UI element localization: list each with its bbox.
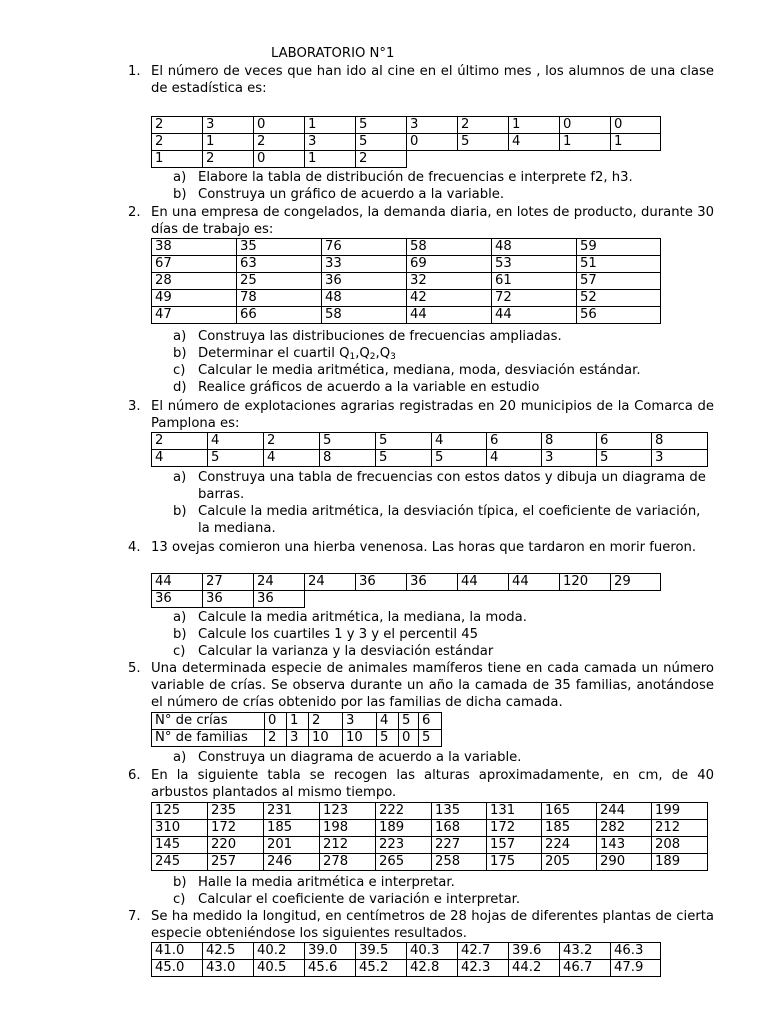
table-cell: 224 — [542, 837, 597, 854]
table-cell: 189 — [652, 854, 708, 871]
empty-cell — [458, 151, 509, 168]
sub-item-letter: a) — [173, 610, 187, 625]
table-cell: 36 — [152, 591, 203, 608]
table-cell: 36 — [356, 574, 407, 591]
question-text: El número de veces que han ido al cine en el último mes , los alumnos de una clase de estadística es: — [151, 64, 714, 96]
table-cell: 165 — [542, 803, 597, 820]
table-cell: 185 — [542, 820, 597, 837]
table-cell: 78 — [237, 290, 322, 307]
sub-item — [173, 469, 714, 503]
table-cell: 8 — [652, 433, 708, 450]
table-cell: 8 — [542, 433, 597, 450]
table-cell: 1 — [203, 134, 254, 151]
table-cell: 189 — [376, 820, 432, 837]
table-cell: 32 — [407, 273, 492, 290]
table-cell: 40.2 — [254, 943, 305, 960]
table-row — [152, 117, 661, 134]
table-row — [152, 151, 661, 168]
data-table-2 — [151, 238, 661, 324]
table-cell: 220 — [208, 837, 264, 854]
sub-item-text: Calcule la media aritmética, la mediana, la moda. — [198, 610, 527, 625]
empty-cell — [305, 591, 356, 608]
table-cell: 10 — [343, 730, 377, 747]
sub-item-text: Calcular la varianza y la desviación estándar — [198, 644, 494, 659]
table-cell: 143 — [597, 837, 652, 854]
table-cell: 5 — [458, 134, 509, 151]
table-row — [152, 713, 442, 730]
empty-cell — [356, 591, 407, 608]
table-row — [152, 591, 661, 608]
table-cell: 56 — [577, 307, 661, 324]
table-cell: 42.3 — [458, 960, 509, 977]
table-cell: 45.2 — [356, 960, 407, 977]
question-2 — [128, 204, 714, 238]
empty-cell — [509, 591, 560, 608]
table-cell: 5 — [376, 433, 432, 450]
table-cell: 258 — [432, 854, 487, 871]
empty-cell — [458, 591, 509, 608]
table-cell: 235 — [208, 803, 264, 820]
table-cell: 3 — [407, 117, 458, 134]
sub-item-text: Construya una tabla de frecuencias con estos datos y dibuja un diagrama de barras. — [198, 470, 706, 502]
table-cell: 29 — [611, 574, 661, 591]
document-title: LABORATORIO N°1 — [271, 46, 395, 61]
table-cell: 227 — [432, 837, 487, 854]
sub-item-letter: b) — [173, 627, 187, 642]
sub-item-letter: d) — [173, 380, 187, 395]
question-6 — [128, 767, 714, 801]
table-cell: 5 — [356, 134, 407, 151]
table-row — [152, 574, 661, 591]
table-cell: 231 — [264, 803, 320, 820]
table-cell: 172 — [487, 820, 542, 837]
table-cell: 135 — [432, 803, 487, 820]
table-cell: 35 — [237, 239, 322, 256]
question-number: 6. — [128, 768, 141, 783]
sub-item-letter: c) — [173, 363, 186, 378]
table-cell: 48 — [322, 290, 407, 307]
table-cell: 157 — [487, 837, 542, 854]
table-cell: 6 — [487, 433, 542, 450]
table-cell: 36 — [322, 273, 407, 290]
table-cell: 44 — [492, 307, 577, 324]
table-cell: 4 — [264, 450, 320, 467]
table-cell: 3 — [542, 450, 597, 467]
table-cell: 5 — [376, 450, 432, 467]
table-cell: 131 — [487, 803, 542, 820]
table-cell: 33 — [322, 256, 407, 273]
table-cell: 172 — [208, 820, 264, 837]
sub-item-text: Calcule los cuartiles 1 y 3 y el percentil 45 — [198, 627, 479, 642]
table-cell: 42.7 — [458, 943, 509, 960]
table-cell: 2 — [152, 433, 208, 450]
question-3-items — [173, 469, 714, 537]
table-cell: 0 — [399, 730, 419, 747]
question-5-items — [173, 749, 714, 766]
table-cell: 5 — [320, 433, 376, 450]
table-cell: 5 — [208, 450, 264, 467]
table-cell: 27 — [203, 574, 254, 591]
table-cell: 42.5 — [203, 943, 254, 960]
sub-item-letter: a) — [173, 470, 187, 485]
table-cell: 41.0 — [152, 943, 203, 960]
question-4 — [128, 539, 714, 556]
table-cell: 39.5 — [356, 943, 407, 960]
table-cell: 208 — [652, 837, 708, 854]
table-cell: 310 — [152, 820, 208, 837]
table-row — [152, 290, 661, 307]
table-row — [152, 730, 442, 747]
question-text: En una empresa de congelados, la demanda diaria, en lotes de producto, durante 30 días de trabajo es: — [151, 205, 714, 237]
sub-item — [173, 362, 714, 379]
sub-item-text: Realice gráficos de acuerdo a la variable en estudio — [198, 380, 540, 395]
table-cell: 24 — [305, 574, 356, 591]
table-row — [152, 307, 661, 324]
table-cell: 246 — [264, 854, 320, 871]
table-cell: 47.9 — [611, 960, 661, 977]
table-cell: 222 — [376, 803, 432, 820]
table-row — [152, 450, 708, 467]
table-cell: 61 — [492, 273, 577, 290]
question-7 — [128, 908, 714, 942]
sub-item-text: Construya un gráfico de acuerdo a la variable. — [198, 187, 505, 202]
data-table-1 — [151, 116, 661, 168]
question-text: Una determinada especie de animales mamíferos tiene en cada camada un número variable de crías. Se observa durante un año la camada de 35 familias, anotándose el número de crías obtenido por las familias de dicha camada. — [151, 661, 714, 710]
question-5 — [128, 660, 714, 711]
table-cell: 3 — [652, 450, 708, 467]
table-row — [152, 820, 708, 837]
table-row — [152, 256, 661, 273]
sub-item — [173, 169, 714, 186]
table-cell: 3 — [305, 134, 356, 151]
sub-item — [173, 503, 714, 537]
sub-item-text: Construya las distribuciones de frecuencias ampliadas. — [198, 329, 562, 344]
table-cell: 1 — [560, 134, 611, 151]
table-cell: 45.6 — [305, 960, 356, 977]
sub-item-text: Construya un diagrama de acuerdo a la variable. — [198, 750, 522, 765]
table-cell: 125 — [152, 803, 208, 820]
question-number: 1. — [128, 64, 141, 79]
empty-cell — [407, 591, 458, 608]
table-row — [152, 273, 661, 290]
table-cell: 40.3 — [407, 943, 458, 960]
data-table-7 — [151, 942, 661, 977]
sub-item-letter: b) — [173, 346, 187, 361]
table-cell: 282 — [597, 820, 652, 837]
table-cell: 36 — [407, 574, 458, 591]
table-cell: 36 — [203, 591, 254, 608]
table-cell: 67 — [152, 256, 237, 273]
question-1 — [128, 63, 714, 97]
table-cell: 1 — [509, 117, 560, 134]
table-cell: 4 — [377, 713, 399, 730]
table-cell: 44 — [509, 574, 560, 591]
sub-item-letter: b) — [173, 875, 187, 890]
empty-cell — [611, 591, 661, 608]
table-cell: 49 — [152, 290, 237, 307]
table-cell: 42.8 — [407, 960, 458, 977]
table-cell: 2 — [264, 433, 320, 450]
table-cell: 0 — [254, 151, 305, 168]
table-cell: 63 — [237, 256, 322, 273]
table-cell: 57 — [577, 273, 661, 290]
empty-cell — [509, 151, 560, 168]
table-cell: 1 — [152, 151, 203, 168]
table-row — [152, 854, 708, 871]
table-cell: 175 — [487, 854, 542, 871]
sub-item — [173, 749, 714, 766]
question-number: 7. — [128, 909, 141, 924]
sub-item — [173, 379, 714, 396]
empty-cell — [560, 591, 611, 608]
table-cell: 123 — [320, 803, 376, 820]
table-cell: 223 — [376, 837, 432, 854]
table-cell: 5 — [419, 730, 442, 747]
sub-item-letter: b) — [173, 504, 187, 519]
question-number: 4. — [128, 540, 141, 555]
table-row — [152, 803, 708, 820]
sub-item-text: Halle la media aritmética e interpretar. — [198, 875, 455, 890]
table-cell: 5 — [377, 730, 399, 747]
table-row — [152, 943, 661, 960]
sub-item-text: Calcule la media aritmética, la desviación típica, el coeficiente de variación, la mediana. — [198, 504, 701, 536]
table-cell: 212 — [320, 837, 376, 854]
table-cell: N° de familias — [152, 730, 265, 747]
table-cell: 24 — [254, 574, 305, 591]
sub-item — [173, 874, 714, 891]
table-cell: 5 — [356, 117, 407, 134]
table-cell: 290 — [597, 854, 652, 871]
empty-cell — [560, 151, 611, 168]
sub-item-letter: a) — [173, 329, 187, 344]
table-cell: 6 — [419, 713, 442, 730]
table-cell: 2 — [203, 151, 254, 168]
sub-item — [173, 345, 714, 362]
table-cell: 28 — [152, 273, 237, 290]
table-cell: 245 — [152, 854, 208, 871]
table-cell: 244 — [597, 803, 652, 820]
table-row — [152, 433, 708, 450]
table-cell: 201 — [264, 837, 320, 854]
table-cell: 0 — [265, 713, 287, 730]
table-cell: 4 — [487, 450, 542, 467]
question-text: En la siguiente tabla se recogen las alturas aproximadamente, en cm, de 40 arbustos plantados al mismo tiempo. — [151, 768, 714, 800]
question-number: 5. — [128, 661, 141, 676]
table-cell: 5 — [399, 713, 419, 730]
table-cell: 4 — [432, 433, 487, 450]
sub-item-letter: b) — [173, 187, 187, 202]
table-cell: 44.2 — [509, 960, 560, 977]
table-cell: 45.0 — [152, 960, 203, 977]
sub-item-text: Determinar el cuartil — [198, 346, 340, 361]
table-cell: 38 — [152, 239, 237, 256]
table-cell: 51 — [577, 256, 661, 273]
table-cell: 2 — [458, 117, 509, 134]
table-cell: 120 — [560, 574, 611, 591]
sub-item — [173, 609, 714, 626]
table-cell: 66 — [237, 307, 322, 324]
table-cell: 185 — [264, 820, 320, 837]
table-cell: 1 — [611, 134, 661, 151]
question-number: 3. — [128, 399, 141, 414]
question-4-items — [173, 609, 714, 660]
table-cell: 40.5 — [254, 960, 305, 977]
question-2-items — [173, 328, 714, 396]
table-cell: 1 — [305, 151, 356, 168]
table-cell: 1 — [287, 713, 309, 730]
table-cell: 0 — [560, 117, 611, 134]
table-cell: 46.3 — [611, 943, 661, 960]
sub-item — [173, 186, 714, 203]
table-cell: 42 — [407, 290, 492, 307]
table-cell: 25 — [237, 273, 322, 290]
table-cell: 58 — [322, 307, 407, 324]
data-table-5 — [151, 712, 442, 747]
sub-item-text: Calcular le media aritmética, mediana, moda, desviación estándar. — [198, 363, 641, 378]
table-cell: 199 — [652, 803, 708, 820]
table-cell: 44 — [152, 574, 203, 591]
table-cell: 2 — [356, 151, 407, 168]
empty-cell — [611, 151, 661, 168]
question-text: Se ha medido la longitud, en centímetros de 28 hojas de diferentes plantas de cierta especie obteniéndose los siguientes resultados. — [151, 909, 714, 941]
table-cell: 43.2 — [560, 943, 611, 960]
table-cell: 46.7 — [560, 960, 611, 977]
table-cell: 3 — [203, 117, 254, 134]
question-text: 13 ovejas comieron una hierba venenosa. Las horas que tardaron en morir fueron. — [151, 540, 697, 555]
data-table-6 — [151, 802, 708, 871]
sub-item-letter: c) — [173, 644, 186, 659]
sub-item-letter: a) — [173, 750, 187, 765]
table-cell: 10 — [309, 730, 343, 747]
table-cell: 2 — [265, 730, 287, 747]
data-table-4 — [151, 573, 661, 608]
table-cell: 48 — [492, 239, 577, 256]
question-text: El número de explotaciones agrarias registradas en 20 municipios de la Comarca de Pamplona es: — [151, 399, 714, 431]
table-cell: 2 — [254, 134, 305, 151]
table-cell: 0 — [254, 117, 305, 134]
sub-item — [173, 328, 714, 345]
question-1-items — [173, 169, 714, 203]
table-cell: 39.0 — [305, 943, 356, 960]
table-cell: 3 — [287, 730, 309, 747]
table-cell: 278 — [320, 854, 376, 871]
table-cell: 58 — [407, 239, 492, 256]
table-cell: 3 — [343, 713, 377, 730]
table-cell: 52 — [577, 290, 661, 307]
table-cell: 6 — [597, 433, 652, 450]
table-cell: 47 — [152, 307, 237, 324]
sub-item-text: Calcular el coeficiente de variación e interpretar. — [198, 892, 521, 907]
table-cell: 53 — [492, 256, 577, 273]
table-cell: 69 — [407, 256, 492, 273]
table-row — [152, 239, 661, 256]
table-cell: 43.0 — [203, 960, 254, 977]
table-cell: 1 — [305, 117, 356, 134]
table-cell: 145 — [152, 837, 208, 854]
table-row — [152, 960, 661, 977]
table-cell: 265 — [376, 854, 432, 871]
table-cell: 72 — [492, 290, 577, 307]
table-cell: 36 — [254, 591, 305, 608]
table-cell: 212 — [652, 820, 708, 837]
empty-cell — [407, 151, 458, 168]
data-table-3 — [151, 432, 708, 467]
question-6-items — [173, 874, 714, 908]
sub-item-text: Elabore la tabla de distribución de frecuencias e interprete f2, h3. — [198, 170, 633, 185]
table-cell: 168 — [432, 820, 487, 837]
sub-item-letter: a) — [173, 170, 187, 185]
table-cell: 5 — [597, 450, 652, 467]
quartile-formula: $Q_1,Q_2,Q_3$ — [339, 346, 396, 362]
sub-item — [173, 891, 714, 908]
table-cell: 2 — [152, 117, 203, 134]
sub-item — [173, 626, 714, 643]
table-cell: 59 — [577, 239, 661, 256]
table-row — [152, 134, 661, 151]
sub-item-letter: c) — [173, 892, 186, 907]
table-cell: 198 — [320, 820, 376, 837]
table-cell: 2 — [152, 134, 203, 151]
question-3 — [128, 398, 714, 432]
table-cell: 4 — [509, 134, 560, 151]
sub-item — [173, 643, 714, 660]
table-cell: 2 — [309, 713, 343, 730]
table-cell: 0 — [407, 134, 458, 151]
table-cell: 44 — [458, 574, 509, 591]
table-cell: 0 — [611, 117, 661, 134]
table-cell: 4 — [208, 433, 264, 450]
table-cell: 39.6 — [509, 943, 560, 960]
table-cell: N° de crías — [152, 713, 265, 730]
table-cell: 4 — [152, 450, 208, 467]
question-number: 2. — [128, 205, 141, 220]
table-cell: 76 — [322, 239, 407, 256]
table-cell: 257 — [208, 854, 264, 871]
table-cell: 205 — [542, 854, 597, 871]
table-cell: 8 — [320, 450, 376, 467]
table-row — [152, 837, 708, 854]
table-cell: 44 — [407, 307, 492, 324]
table-cell: 5 — [432, 450, 487, 467]
